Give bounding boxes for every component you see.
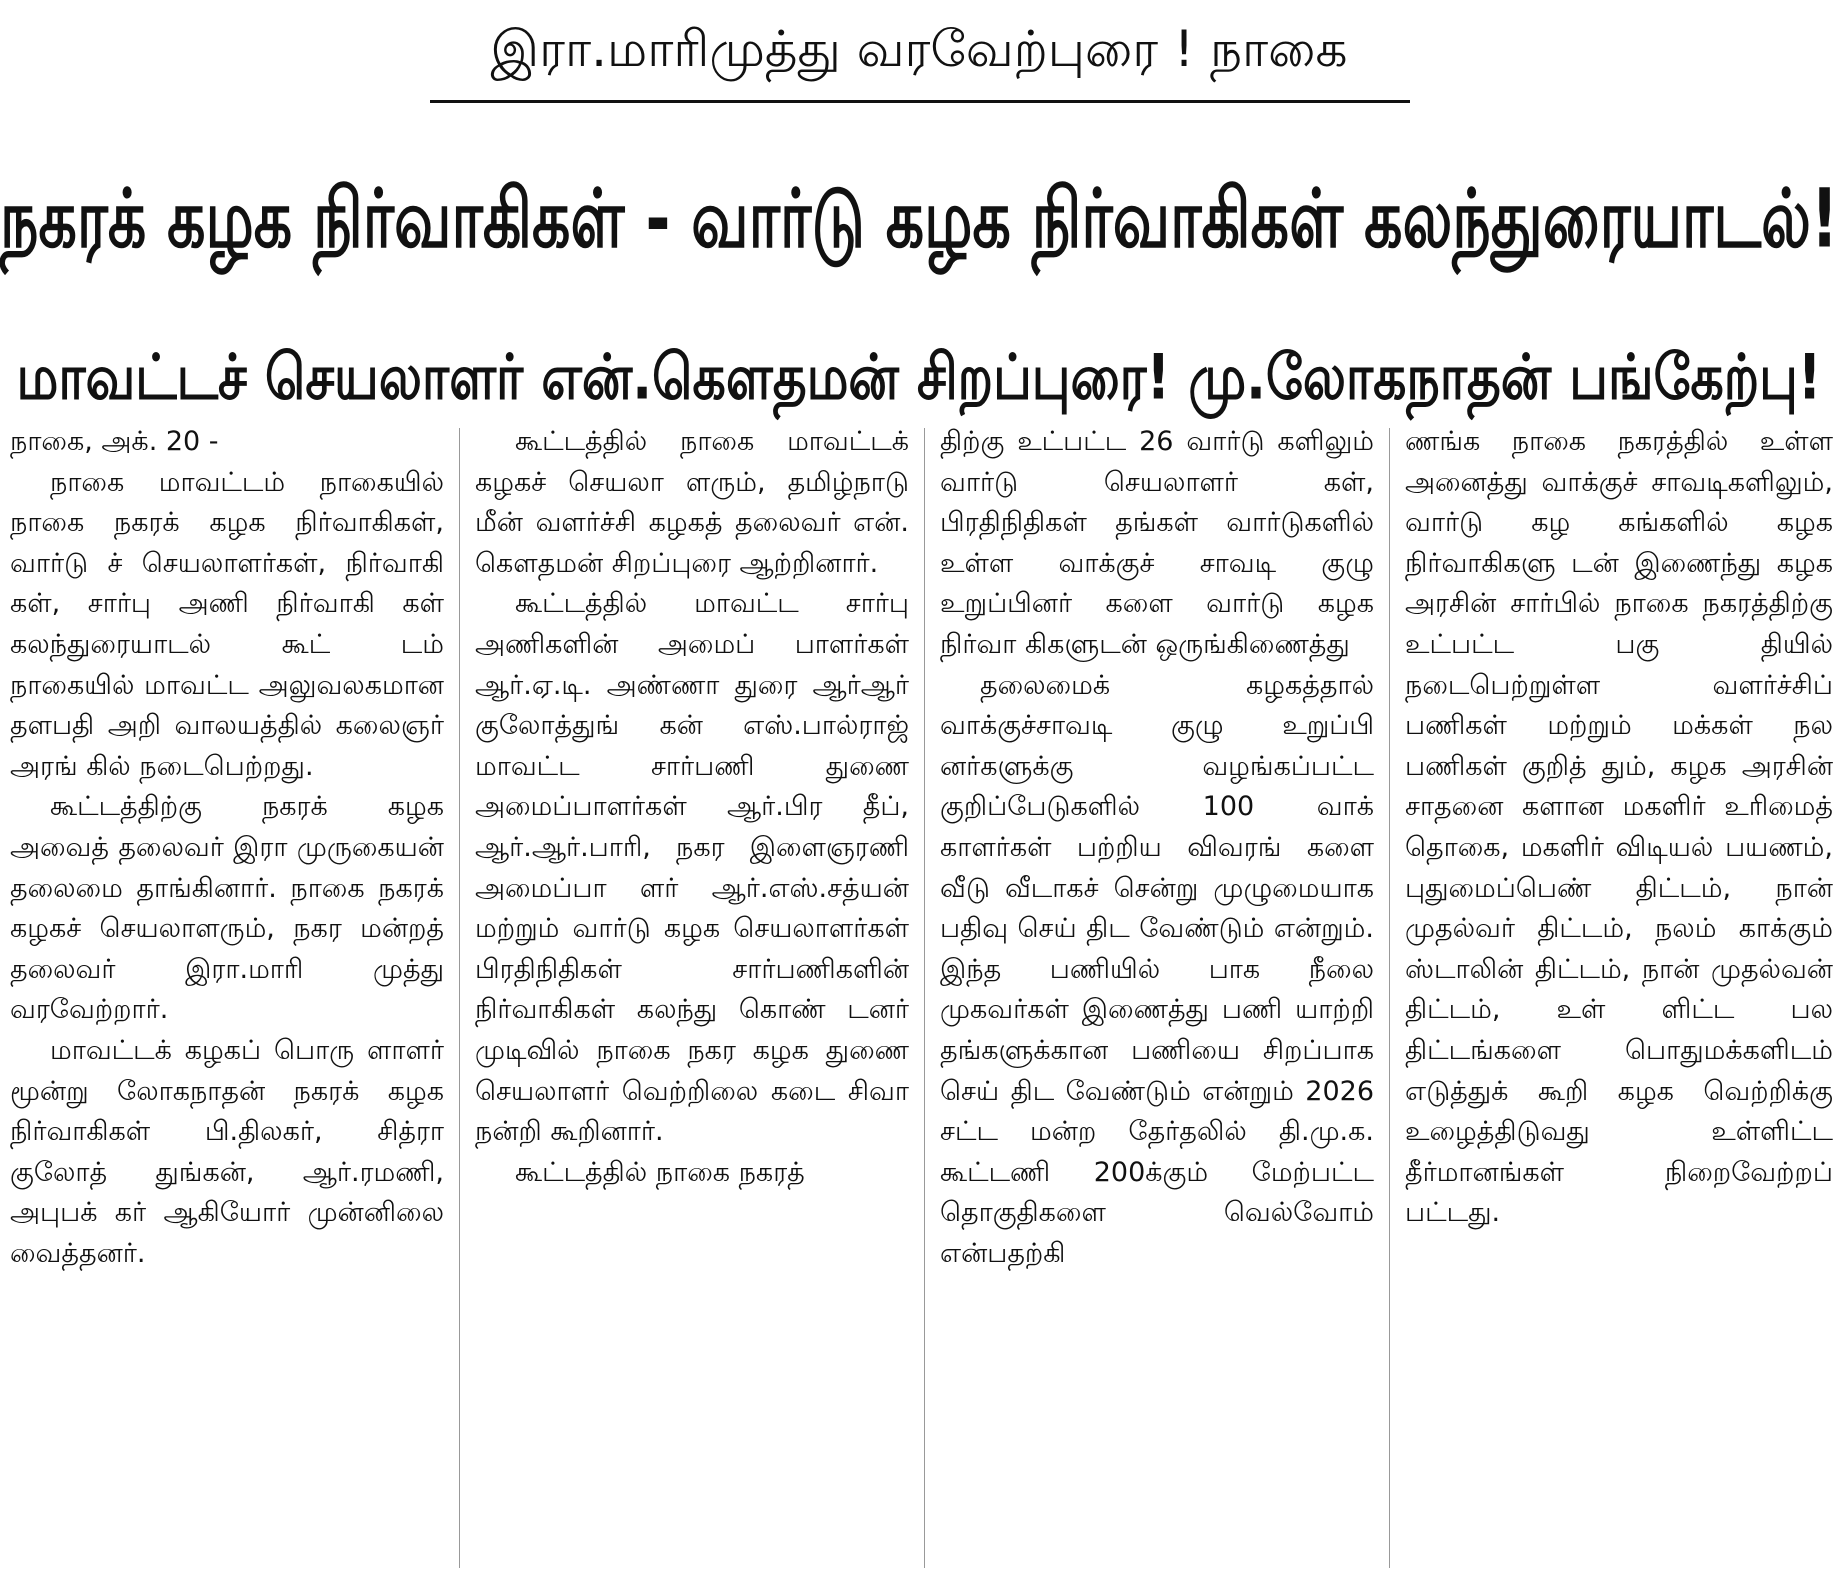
paragraph: கூட்டத்திற்கு நகரக் கழக அவைத் தலைவர் இரா முருகையன் தலைமை தாங்கினார். நாகை நகரக் கழகச் செயலாளரும், நகர மன்றத் தலைவர் இரா.மாரி முத்து வரவேற்றார். [10,791,444,1026]
column-3 [940,422,1374,1274]
paragraph: திற்கு உட்பட்ட 26 வார்டு களிலும் வார்டு செயலாளர் கள், பிரதிநிதிகள் தங்கள் வார்டுகளில் உள்ள வாக்குச் சாவடி குழு உறுப்பினர் களை வார்டு கழக நிர்வா கிகளுடன் ஒருங்கிணைத்து [940,426,1374,660]
kicker-underline [430,100,1410,103]
kicker-line: இரா.மாரிமுத்து வரவேற்புரை ! நாகை [490,20,1348,78]
subheadline: மாவட்டச் செயலாளர் என்.கௌதமன் சிறப்புரை! மு.லோகநாதன் பங்கேற்பு! [16,342,1822,414]
column-1 [10,422,444,1274]
article-body [0,422,1838,1574]
column-divider [1389,428,1390,1568]
paragraph: தலைமைக் கழகத்தால் வாக்குச்சாவடி குழு உறுப்பி னர்களுக்கு வழங்கப்பட்ட குறிப்பேடுகளில் 100 வாக் காளர்கள் பற்றிய விவரங் களை வீடு வீடாகச் சென்று முழுமையாக பதிவு செய் திட வேண்டும் என்றும். இந்த பணியில் பாக நீலை முகவர்கள் இணைத்து பணி யாற்றி தங்களுக்கான பணியை சிறப்பாக செய் திட வேண்டும் என்றும் 2026 சட்ட மன்ற தேர்தலில் தி.மு.க. கூட்டணி 200க்கும் மேற்பட்ட தொகுதிகளை வெல்வோம் என்பதற்கி [940,669,1374,1269]
dateline: நாகை, அக். 20 - [10,426,219,457]
headline: நகரக் கழக நிர்வாகிகள் - வார்டு கழக நிர்வாகிகள் கலந்துரையாடல்! [0,172,1838,267]
column-divider [459,428,460,1568]
column-2 [475,422,909,1193]
paragraph: கூட்டத்தில் நாகை மாவட்டக் கழகச் செயலா ளரும், தமிழ்நாடு மீன் வளர்ச்சி கழகத் தலைவர் என். கௌதமன் சிறப்புரை ஆற்றினார். [475,426,909,579]
column-4 [1405,422,1833,1234]
column-divider [924,428,925,1568]
paragraph: கூட்டத்தில் நாகை நகரத் [515,1156,805,1188]
paragraph: மாவட்டக் கழகப் பொரு ளாளர் மூன்று லோகநாதன் நகரக் கழக நிர்வாகிகள் பி.திலகர், சித்ரா குலோத் துங்கன், ஆர்.ரமணி, அபுபக் கர் ஆகியோர் முன்னிலை வைத்தனர். [10,1034,444,1269]
paragraph: நாகை மாவட்டம் நாகையில் நாகை நகரக் கழக நிர்வாகிகள், வார்டு ச் செயலாளர்கள், நிர்வாகி கள், சார்பு அணி நிர்வாகி கள் கலந்துரையாடல் கூட் டம் நாகையில் மாவட்ட அலுவலகமான தளபதி அறி வாலயத்தில் கலைஞர் அரங் கில் நடைபெற்றது. [10,466,444,782]
paragraph: ணங்க நாகை நகரத்தில் உள்ள அனைத்து வாக்குச் சாவடிகளிலும், வார்டு கழ கங்களில் கழக நிர்வாகிகளு டன் இணைந்து கழக அரசின் சார்பில் நாகை நகரத்திற்கு உட்பட்ட பகு தியில் நடைபெற்றுள்ள வளர்ச்சிப் பணிகள் மற்றும் மக்கள் நல பணிகள் குறித் தும், கழக அரசின் சாதனை களான மகளிர் உரிமைத் தொகை, மகளிர் விடியல் பயணம், புதுமைப்பெண் திட்டம், நான் முதல்வர் திட்டம், நலம் காக்கும் ஸ்டாலின் திட்டம், நான் முதல்வன் திட்டம், உள் ளிட்ட பல திட்டங்களை பொதுமக்களிடம் எடுத்துக் கூறி கழக வெற்றிக்கு உழைத்திடுவது உள்ளிட்ட தீர்மானங்கள் நிறைவேற்றப் பட்டது. [1405,426,1833,1229]
paragraph: கூட்டத்தில் மாவட்ட சார்பு அணிகளின் அமைப் பாளர்கள் ஆர்.ஏ.டி. அண்ணா துரை ஆர்ஆர் குலோத்துங் கன் எஸ்.பால்ராஜ் மாவட்ட சார்பணி துணை அமைப்பாளர்கள் ஆர்.பிர தீப், ஆர்.ஆர்.பாரி, நகர இளைஞரணி அமைப்பா ளர் ஆர்.எஸ்.சத்யன் மற்றும் வார்டு கழக செயலாளர்கள் பிரதிநிதிகள் சார்பணிகளின் நிர்வாகிகள் கலந்து கொண் டனர் முடிவில் நாகை நகர கழக துணை செயலாளர் வெற்றிலை கடை சிவா நன்றி கூறினார். [475,588,909,1148]
